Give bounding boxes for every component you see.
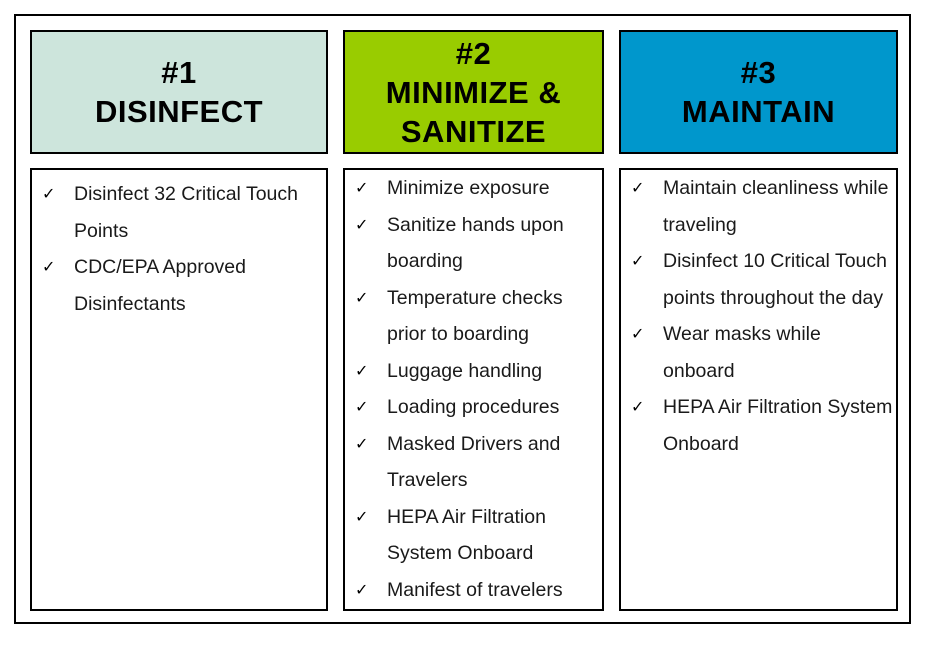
header-number: #2	[455, 35, 492, 71]
checkmark-icon: ✓	[631, 251, 645, 270]
header-maintain	[619, 30, 898, 154]
checkmark-icon: ✓	[355, 287, 369, 307]
checkmark-icon: ✓	[355, 506, 369, 526]
list-item-text: Wear masks while onboard	[663, 323, 821, 382]
list-item	[621, 243, 896, 316]
list-item-text: Manifest of travelers	[387, 578, 563, 601]
list-item	[32, 249, 326, 322]
checklist	[345, 170, 602, 608]
panel-minimize-sanitize	[343, 168, 604, 611]
checkmark-icon: ✓	[355, 214, 369, 234]
list-item-text: HEPA Air Filtration System Onboard	[663, 396, 893, 455]
header-title: MAINTAIN	[681, 94, 836, 129]
checkmark-icon: ✓	[631, 324, 645, 343]
checkmark-icon: ✓	[355, 579, 369, 599]
checkmark-icon: ✓	[355, 360, 369, 380]
list-item	[345, 426, 602, 499]
checkmark-icon: ✓	[355, 397, 369, 416]
header-minimize-sanitize	[343, 30, 604, 154]
checkmark-icon: ✓	[355, 433, 369, 453]
checklist	[32, 170, 326, 322]
list-item-text: CDC/EPA Approved Disinfectants	[74, 256, 246, 315]
list-item-text: Luggage handling	[387, 359, 543, 382]
checkmark-icon: ✓	[355, 178, 369, 197]
list-item	[621, 170, 896, 243]
panel-maintain	[619, 168, 898, 611]
list-item	[621, 389, 896, 462]
list-item	[345, 353, 602, 390]
list-item-text: Disinfect 10 Critical Touch points throughout the day	[663, 250, 887, 309]
header-number: #1	[161, 55, 197, 90]
list-item	[621, 316, 896, 389]
list-item-text: Loading procedures	[387, 396, 560, 418]
header-disinfect	[30, 30, 328, 154]
checkmark-icon: ✓	[42, 184, 56, 203]
list-item-text: HEPA Air Filtration System Onboard	[387, 505, 546, 564]
header-title: DISINFECT	[94, 94, 264, 129]
list-item	[345, 170, 602, 207]
list-item-text: Minimize exposure	[387, 177, 550, 199]
header-title-line-1: MINIMIZE &	[385, 74, 562, 110]
list-item	[345, 389, 602, 426]
checkmark-icon: ✓	[631, 178, 645, 197]
list-item	[345, 280, 602, 353]
list-item-text: Sanitize hands upon boarding	[387, 213, 564, 272]
list-item-text: Temperature checks prior to boarding	[387, 286, 563, 345]
list-item-text: Disinfect 32 Critical Touch Points	[74, 183, 298, 242]
checkmark-icon: ✓	[42, 257, 56, 276]
list-item-text: Masked Drivers and Travelers	[387, 432, 561, 491]
panel-disinfect	[30, 168, 328, 611]
list-item	[32, 176, 326, 249]
list-item-text: Maintain cleanliness while traveling	[663, 177, 889, 236]
header-title-line-2: SANITIZE	[400, 113, 547, 149]
header-number: #3	[740, 55, 777, 90]
list-item	[345, 499, 602, 572]
checkmark-icon: ✓	[631, 397, 645, 416]
checklist	[621, 170, 896, 462]
list-item	[345, 572, 602, 609]
list-item	[345, 207, 602, 280]
